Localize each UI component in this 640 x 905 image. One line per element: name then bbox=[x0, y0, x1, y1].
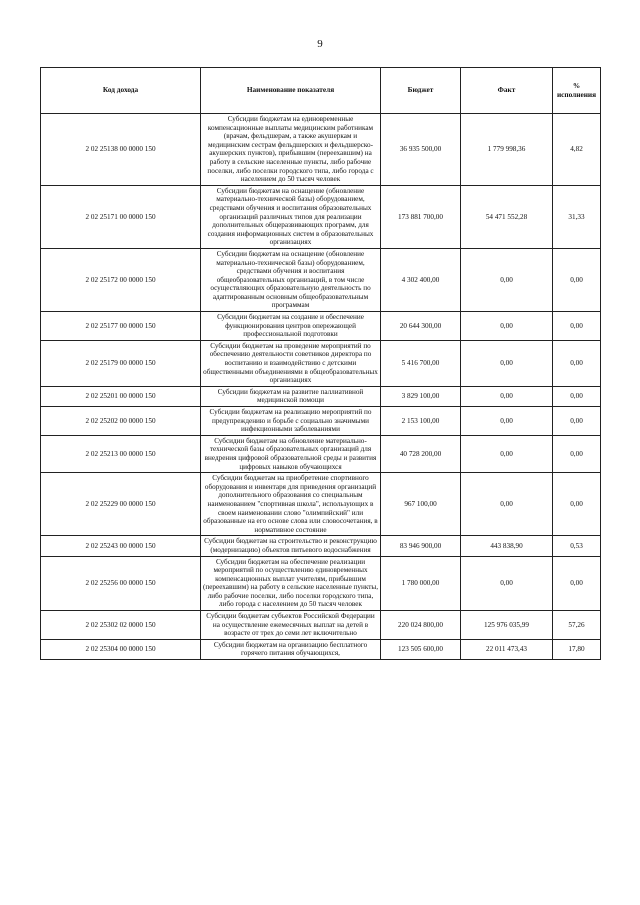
table-row bbox=[41, 611, 601, 640]
row-percent: 4,82 bbox=[553, 114, 601, 186]
row-percent: 57,26 bbox=[553, 611, 601, 640]
table-row bbox=[41, 536, 601, 556]
row-code: 2 02 25304 00 0000 150 bbox=[41, 639, 201, 659]
row-percent: 0,53 bbox=[553, 536, 601, 556]
row-fact: 0,00 bbox=[461, 407, 553, 436]
row-name: Субсидии бюджетам на обновление материально-технической базы образовательных организаций для внедрения цифровой образовательной среды и развития цифровых навыков обучающихся bbox=[201, 435, 381, 472]
row-fact: 54 471 552,28 bbox=[461, 185, 553, 248]
row-code: 2 02 25177 00 0000 150 bbox=[41, 312, 201, 341]
row-name: Субсидии бюджетам на организацию бесплатного горячего питания обучающихся, bbox=[201, 639, 381, 659]
row-percent: 0,00 bbox=[553, 312, 601, 341]
row-fact: 0,00 bbox=[461, 556, 553, 611]
row-budget: 36 935 500,00 bbox=[381, 114, 461, 186]
header-fact: Факт bbox=[461, 68, 553, 114]
row-code: 2 02 25201 00 0000 150 bbox=[41, 386, 201, 406]
header-code: Код дохода bbox=[41, 68, 201, 114]
row-budget: 123 505 600,00 bbox=[381, 639, 461, 659]
row-fact: 443 838,90 bbox=[461, 536, 553, 556]
row-code: 2 02 25138 00 0000 150 bbox=[41, 114, 201, 186]
row-name: Субсидии бюджетам на реализацию мероприятий по предупреждению и борьбе с социально значимыми инфекционными заболеваниями bbox=[201, 407, 381, 436]
table-row bbox=[41, 185, 601, 248]
row-budget: 83 946 900,00 bbox=[381, 536, 461, 556]
page-number: 9 bbox=[317, 38, 323, 50]
row-fact: 0,00 bbox=[461, 340, 553, 386]
table-row bbox=[41, 435, 601, 472]
row-fact: 0,00 bbox=[461, 386, 553, 406]
row-name: Субсидии бюджетам на единовременные компенсационные выплаты медицинским работникам (врачам, фельдшерам, а также акушеркам и медицинским сестрам фельдшерских и фельдшерско-акушерских пунктов), прибывшим (переехавшим) на работу в сельские населенные пункты, либо рабочие поселки, либо поселки городского типа, либо города с населением до 50 тысяч человек bbox=[201, 114, 381, 186]
row-code: 2 02 25172 00 0000 150 bbox=[41, 248, 201, 311]
table-row bbox=[41, 639, 601, 659]
row-name: Субсидии бюджетам на приобретение спортивного оборудования и инвентаря для приведения организаций дополнительного образования со специальным наименованием "спортивная школа", использующих в своем наименовании слово "олимпийский" или образованные на его основе слова или словосочетания, в нормативное состояние bbox=[201, 473, 381, 536]
row-percent: 17,80 bbox=[553, 639, 601, 659]
table-row bbox=[41, 473, 601, 536]
table-row bbox=[41, 340, 601, 386]
row-fact: 0,00 bbox=[461, 435, 553, 472]
row-fact: 125 976 035,99 bbox=[461, 611, 553, 640]
row-percent: 0,00 bbox=[553, 556, 601, 611]
row-budget: 967 100,00 bbox=[381, 473, 461, 536]
row-fact: 22 011 473,43 bbox=[461, 639, 553, 659]
table-row bbox=[41, 407, 601, 436]
row-code: 2 02 25171 00 0000 150 bbox=[41, 185, 201, 248]
row-percent: 0,00 bbox=[553, 248, 601, 311]
header-percent: % исполнения bbox=[553, 68, 601, 114]
row-fact: 1 779 998,36 bbox=[461, 114, 553, 186]
header-name: Наименование показателя bbox=[201, 68, 381, 114]
row-code: 2 02 25202 00 0000 150 bbox=[41, 407, 201, 436]
row-name: Субсидии бюджетам на обеспечение реализации мероприятий по осуществлению единовременных компенсационных выплат учителям, прибывшим (переехавшим) на работу в сельские населенные пункты, либо рабочие поселки, либо поселки городского типа, либо города с населением до 50 тысяч человек bbox=[201, 556, 381, 611]
row-percent: 0,00 bbox=[553, 340, 601, 386]
row-name: Субсидии бюджетам на строительство и реконструкцию (модернизацию) объектов питьевого водоснабжения bbox=[201, 536, 381, 556]
row-budget: 5 416 700,00 bbox=[381, 340, 461, 386]
row-budget: 173 881 700,00 bbox=[381, 185, 461, 248]
row-code: 2 02 25302 02 0000 150 bbox=[41, 611, 201, 640]
table-row bbox=[41, 386, 601, 406]
table-row bbox=[41, 312, 601, 341]
row-budget: 220 024 800,00 bbox=[381, 611, 461, 640]
row-percent: 0,00 bbox=[553, 386, 601, 406]
table-row bbox=[41, 114, 601, 186]
row-name: Субсидии бюджетам на оснащение (обновление материально-технической базы) оборудованием, средствами обучения и воспитания общеобразовательных организаций, в том числе осуществляющих образовательную деятельность по адаптированным основным общеобразовательным программам bbox=[201, 248, 381, 311]
table-row bbox=[41, 556, 601, 611]
row-name: Субсидии бюджетам на проведение мероприятий по обеспечению деятельности советников директора по воспитанию и взаимодействию с детскими общественными объединениями в общеобразовательных организациях bbox=[201, 340, 381, 386]
row-name: Субсидии бюджетам на развитие паллиативной медицинской помощи bbox=[201, 386, 381, 406]
table-row bbox=[41, 248, 601, 311]
revenue-table bbox=[40, 67, 601, 660]
row-budget: 4 302 400,00 bbox=[381, 248, 461, 311]
row-percent: 0,00 bbox=[553, 473, 601, 536]
row-budget: 40 728 200,00 bbox=[381, 435, 461, 472]
row-budget: 3 829 100,00 bbox=[381, 386, 461, 406]
row-percent: 0,00 bbox=[553, 435, 601, 472]
row-name: Субсидии бюджетам на создание и обеспечение функционирования центров опережающей профессиональной подготовки bbox=[201, 312, 381, 341]
row-code: 2 02 25213 00 0000 150 bbox=[41, 435, 201, 472]
row-code: 2 02 25256 00 0000 150 bbox=[41, 556, 201, 611]
row-budget: 2 153 100,00 bbox=[381, 407, 461, 436]
row-fact: 0,00 bbox=[461, 248, 553, 311]
table-header-row bbox=[41, 68, 601, 114]
row-percent: 31,33 bbox=[553, 185, 601, 248]
row-fact: 0,00 bbox=[461, 312, 553, 341]
row-budget: 1 780 000,00 bbox=[381, 556, 461, 611]
row-name: Субсидии бюджетам субъектов Российской Федерации на осуществление ежемесячных выплат на детей в возрасте от трех до семи лет включительно bbox=[201, 611, 381, 640]
row-budget: 20 644 300,00 bbox=[381, 312, 461, 341]
row-name: Субсидии бюджетам на оснащение (обновление материально-технической базы) оборудованием, средствами обучения и воспитания образовательных организаций различных типов для реализации дополнительных общеразвивающих программ, для создания информационных систем в образовательных организациях bbox=[201, 185, 381, 248]
row-code: 2 02 25179 00 0000 150 bbox=[41, 340, 201, 386]
row-code: 2 02 25243 00 0000 150 bbox=[41, 536, 201, 556]
row-code: 2 02 25229 00 0000 150 bbox=[41, 473, 201, 536]
row-percent: 0,00 bbox=[553, 407, 601, 436]
row-fact: 0,00 bbox=[461, 473, 553, 536]
header-budget: Бюджет bbox=[381, 68, 461, 114]
